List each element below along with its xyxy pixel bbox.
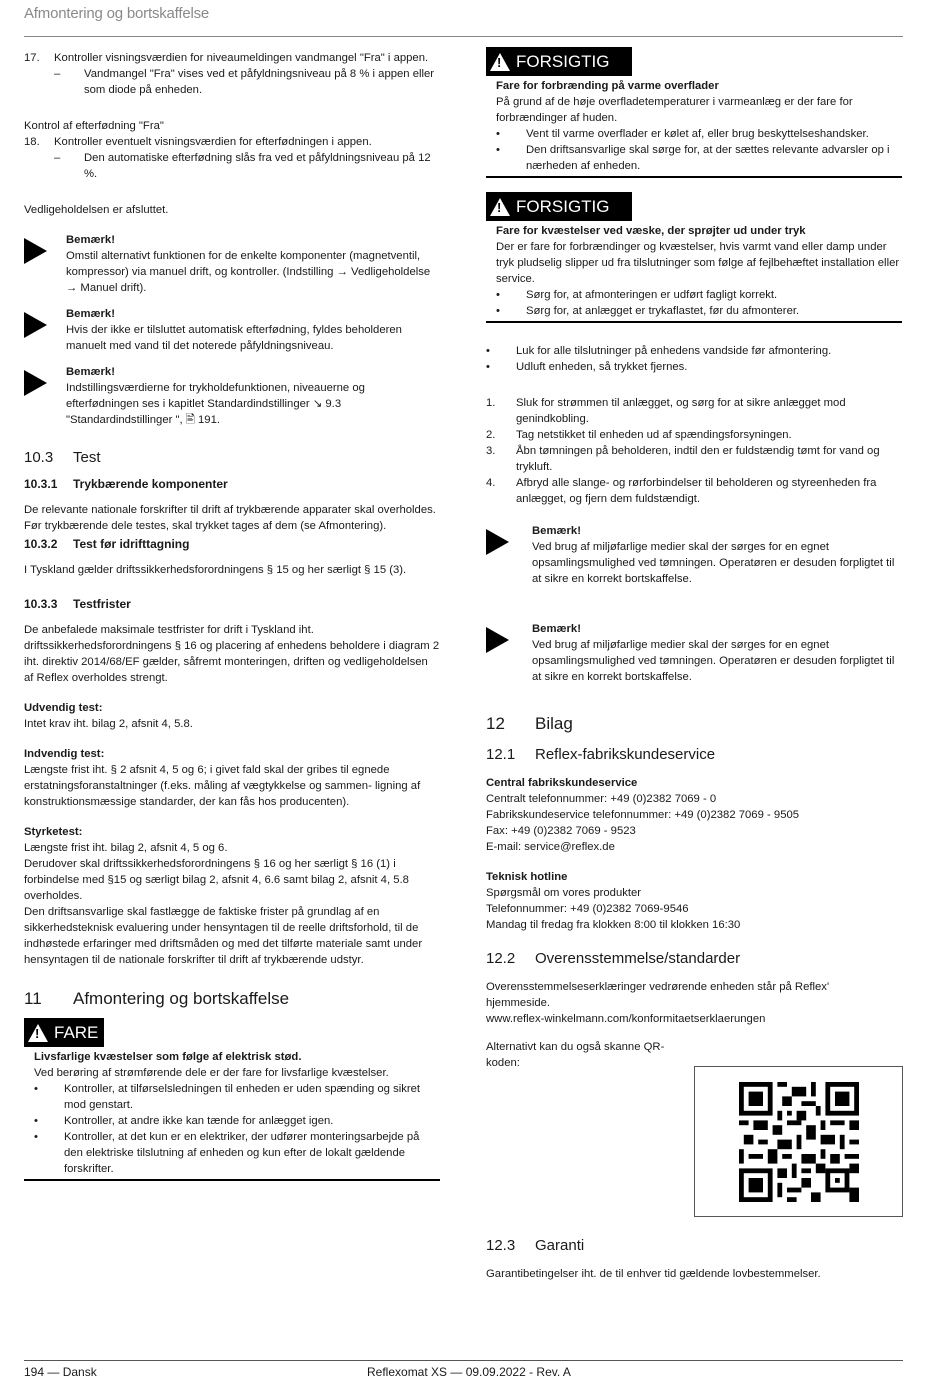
kontrol-heading: Kontrol af efterfødning "Fra" [24,120,164,132]
note-4 [486,523,902,587]
qr-code[interactable] [694,1066,903,1217]
hotline-line: Telefonnummer: +49 (0)2382 7069-9546 [486,903,689,915]
bullet-text: Kontroller, at det kun er en elektriker, der udfører monteringsarbejde på den elektriske tilslutning af enheden og kun efter de lokalt gældende forskrifter. [64,1131,420,1175]
section-title: Bilag [535,714,573,733]
note-2 [24,306,440,354]
section-number: 12.3 [486,1237,516,1254]
conformity-text: Overensstemmelseserklæringer vedrørende enheden står på Reflex' hjemmeside. [486,981,830,1009]
note-text: Ved brug af miljøfarlige medier skal der sørges for en egnet opsamlingsmulighed ved tømningen. Operatøren er desuden forpligtet til at sikre en korrekt bortskaffelse. [532,541,895,585]
section-number: 10.3 [24,449,54,466]
garanti-section [486,1236,902,1282]
bullet-text: Luk for alle tilslutninger på enhedens vandside før afmontering. [516,345,832,357]
conformity-url[interactable]: www.reflex-winkelmann.com/konformitaetserklaerungen [486,1013,766,1025]
forsigtig-warning-1 [486,47,902,178]
warning-title: Fare for kvæstelser ved væske, der sprøjter ud under tryk [496,225,806,237]
hotline-line: Mandag til fredag fra klokken 8:00 til klokken 16:30 [486,919,741,931]
warning-text: På grund af de høje overfladetemperaturer i varmeanlæg er der fare for forbrændinger af huden. [496,96,853,124]
bullet-text: Kontroller, at andre ikke kan tænde for anlægget igen. [64,1115,334,1127]
section-title: Reflex-fabrikskundeservice [535,746,716,763]
udvendig-title: Udvendig test: [24,702,103,714]
list-item: • Den driftsansvarlige skal sørge for, at der sættes relevante advarsler op i nærheden af enheden. [496,142,902,174]
page-header-title: Afmontering og bortskaffelse [24,5,210,22]
list-item: • Kontroller, at tilførselsledningen til enheden er uden spænding og sikret mod genstart. [34,1081,440,1113]
indvendig-title: Indvendig test: [24,748,105,760]
step-4 [486,475,902,507]
note-text: Indstillingsværdierne for trykholdefunktionen, niveauerne og efterfødningen ses i kapitlet Standardindstillinger ↘ 9.3 "Standardindstillinger ", 🖹 191. [66,382,365,426]
note-3 [24,364,440,428]
note-text: Hvis der ikke er tilsluttet automatisk efterfødning, fyldes beholderen manuelt med vand til det noterede påfyldningsniveau. [66,324,402,352]
list-item: • Sørg for, at anlægget er trykaflastet, før du afmonterer. [496,305,800,317]
note-title: Bemærk! [66,234,115,246]
section-12-2 [486,949,902,969]
arrow-icon [24,306,66,354]
step-number: 18. [24,136,40,148]
section-number: 12.1 [486,746,516,763]
step-text: Afbryd alle slange- og rørforbindelser til beholderen og styreenheden fra anlægget, og fjern dem fuldstændigt. [516,477,877,505]
arrow-icon [486,621,532,685]
step-17-sub [24,66,440,98]
central-title: Central fabrikskundeservice [486,777,638,789]
section-number: 12 [486,714,505,733]
section-title: Testfrister [73,597,131,611]
styrke-text-2: Derudover skal driftssikkerhedsforordningens § 16 og her særligt § 16 (1) i forbindelse med §15 og særligt bilag 2, afsnit 4, 6.6 samt bilag 2, afsnit 4, 5.8 overholdes. [24,858,409,902]
note-title: Bemærk! [66,308,115,320]
section-12-3 [486,1236,902,1256]
step-17 [24,50,440,66]
section-title: Afmontering og bortskaffelse [73,989,290,1008]
warning-title: Livsfarlige kvæstelser som følge af elektrisk stød. [34,1051,302,1063]
paragraph-10-3-3: De anbefalede maksimale testfrister for drift i Tyskland iht. driftssikkerhedsforordningens § 16 og placering af enhedens beholdere i diagram 2 iht. direktiv 2014/68/EF gælder, såfremt monteringen, driften og vedligeholdelsen af Reflex overholdes strengt. [24,624,440,684]
dash: – [54,68,61,80]
section-10-3-1 [24,476,440,492]
section-number: 12.2 [486,950,516,967]
step-number: 17. [24,52,40,64]
bullet-text: Udluft enheden, så trykket fjernes. [516,361,688,373]
warning-icon [490,198,510,216]
note-text: Ved brug af miljøfarlige medier skal der sørges for en egnet opsamlingsmulighed ved tømningen. Operatøren er desuden forpligtet til at sikre en korrekt bortskaffelse. [532,639,895,683]
note-text: Omstil alternativt funktionen for de enkelte komponenter (magnetventil, kompressor) via manuel drift, og kontroller. (Indstilling → Vedligeholdelse → Manuel drift). [66,250,431,294]
warning-icon [490,53,510,71]
arrow-icon [486,523,532,587]
central-line: Centralt telefonnummer: +49 (0)2382 7069 - 0 [486,793,717,805]
section-title: Test før idrifttagning [73,537,190,551]
steps-list [486,395,902,507]
section-10-3 [24,448,440,468]
step-text: Sluk for strømmen til anlægget, og sørg for at sikre anlægget mod genindkobling. [516,397,846,425]
note-title: Bemærk! [66,366,115,378]
step-18 [24,134,440,150]
central-line: Fax: +49 (0)2382 7069 - 9523 [486,825,636,837]
section-title: Overensstemmelse/standarder [535,950,741,967]
central-line: Fabrikskundeservice telefonnummer: +49 (0)2382 7069 - 9505 [486,809,800,821]
list-item: • Udluft enheden, så trykket fjernes. [486,361,688,373]
styrke-text-3: Den driftsansvarlige skal fastlægge de faktiske frister på grundlag af en sikkerhedsteknisk evaluering under hensyntagen til de reelle driftsforhold, til de indhøstede erfaringer med driftsmåden og med det tilførte materiale samt under hensyntagen til de nationale forskrifter til drift af trykbærende udstyr. [24,906,423,966]
step-1 [486,395,902,427]
fare-badge [24,1018,104,1047]
badge-label: FORSIGTIG [516,197,610,216]
section-12 [486,713,902,735]
step-text: Kontroller eventuelt visningsværdien for efterfødningen i appen. [54,136,372,148]
section-title: Trykbærende komponenter [73,477,228,491]
forsigtig-badge [486,47,632,76]
bullet-text: Sørg for, at anlægget er trykaflastet, før du afmonterer. [526,305,800,317]
footer-divider [24,1360,903,1361]
dash: – [54,152,61,164]
bullet-text: Kontroller, at tilførselsledningen til enheden er uden spænding og sikret mod genstart. [64,1083,421,1111]
list-item: • Luk for alle tilslutninger på enhedens vandside før afmontering. [486,345,832,357]
qr-text: Alternativt kan du også skanne QR-koden: [486,1041,665,1069]
arrow-icon [24,364,66,428]
note-1 [24,232,440,296]
central-line: E-mail: service@reflex.de [486,841,615,853]
section-10-3-3 [24,596,440,612]
list-item: • Kontroller, at andre ikke kan tænde for anlægget igen. [34,1115,334,1127]
section-12-1 [486,745,902,765]
hotline-title: Teknisk hotline [486,871,568,883]
list-item: • Sørg for, at afmonteringen er udført fagligt korrekt. [496,289,778,301]
fare-warning [24,1018,440,1181]
section-number: 10.3.2 [24,537,58,551]
footer-page: 194 — Dansk [24,1365,97,1379]
step-text: Åbn tømningen på beholderen, indtil den er fuldstændig tømt for vand og trykluft. [516,445,880,473]
section-10-3-2 [24,536,440,552]
step-sub-text: Vandmangel "Fra" vises ved et påfyldningsniveau på 8 % i appen eller som diode på enheden. [84,68,435,96]
forsigtig-badge [486,192,632,221]
section-title: Garanti [535,1237,585,1254]
badge-label: FORSIGTIG [516,52,610,71]
warning-icon [28,1024,48,1042]
bullet-text: Den driftsansvarlige skal sørge for, at der sættes relevante advarsler op i nærheden af enheden. [526,144,890,172]
list-item: • Kontroller, at det kun er en elektriker, der udfører monteringsarbejde på den elektriske tilslutning af enheden og kun efter de lokalt gældende forskrifter. [34,1129,440,1177]
warning-title: Fare for forbrænding på varme overflader [496,80,719,92]
header-divider [24,36,903,37]
left-column [24,50,440,1181]
warning-body [486,78,902,178]
section-number: 10.3.3 [24,597,58,611]
forsigtig-warning-2 [486,192,902,323]
note-title: Bemærk! [532,623,581,635]
styrke-text-1: Længste frist iht. bilag 2, afsnit 4, 5 og 6. [24,842,228,854]
warning-body [24,1049,440,1181]
badge-label: FARE [54,1023,99,1042]
step-text: Tag netstikket til enheden ud af spændingsforsyningen. [516,429,792,441]
indvendig-text: Længste frist iht. § 2 afsnit 4, 5 og 6; i givet fald skal der gribes til egnede erstatningsforanstaltninger (f.eks. måling af vægtykkelse og sammen- ligning af konstruktionsmæssige standarder, der kan fås hos producenten). [24,764,421,808]
note-title: Bemærk! [532,525,581,537]
paragraph-10-3-1: De relevante nationale forskrifter til drift af trykbærende apparater skal overholdes. Før trykbærende dele testes, skal trykket tages af dem (se Afmontering). [24,504,436,532]
paragraph-10-3-2: I Tyskland gælder driftssikkerhedsforordningens § 15 og her særligt § 15 (3). [24,564,407,576]
step-2 [486,427,902,443]
prep-list [486,343,902,375]
bullet-text: Vent til varme overflader er kølet af, eller brug beskyttelseshandsker. [526,128,869,140]
bullet-text: Sørg for, at afmonteringen er udført fagligt korrekt. [526,289,778,301]
hotline-line: Spørgsmål om vores produkter [486,887,642,899]
note-5 [486,621,902,685]
styrke-title: Styrketest: [24,826,83,838]
udvendig-text: Intet krav iht. bilag 2, afsnit 4, 5.8. [24,718,193,730]
step-3 [486,443,902,475]
qr-code-icon [739,1077,859,1207]
section-title: Test [73,449,101,466]
step-number: 4. [486,477,496,489]
step-sub-text: Den automatiske efterfødning slås fra ved et påfyldningsniveau på 12 %. [84,152,431,180]
step-number: 1. [486,397,496,409]
section-number: 10.3.1 [24,477,58,491]
garanti-text: Garantibetingelser iht. de til enhver tid gældende lovbestemmelser. [486,1268,821,1280]
warning-text: Der er fare for forbrændinger og kvæstelser, hvis varmt vand eller damp under tryk pludselig slipper ud fra tilslutninger som følge af fejlbehæftet installation eller service. [496,241,900,285]
warning-text: Ved berøring af strømførende dele er der fare for livsfarlige kvæstelser. [34,1067,389,1079]
step-number: 2. [486,429,496,441]
section-number: 11 [24,989,42,1008]
warning-body [486,223,902,323]
maintenance-done: Vedligeholdelsen er afsluttet. [24,204,169,216]
list-item: • Vent til varme overflader er kølet af, eller brug beskyttelseshandsker. [496,128,869,140]
step-18-sub [24,150,440,182]
right-column [486,47,902,1071]
step-number: 3. [486,445,496,457]
arrow-icon [24,232,66,296]
section-11 [24,988,440,1010]
footer-doc: Reflexomat XS — 09.09.2022 - Rev. A [367,1365,571,1379]
step-text: Kontroller visningsværdien for niveaumeldingen vandmangel "Fra" i appen. [54,52,429,64]
